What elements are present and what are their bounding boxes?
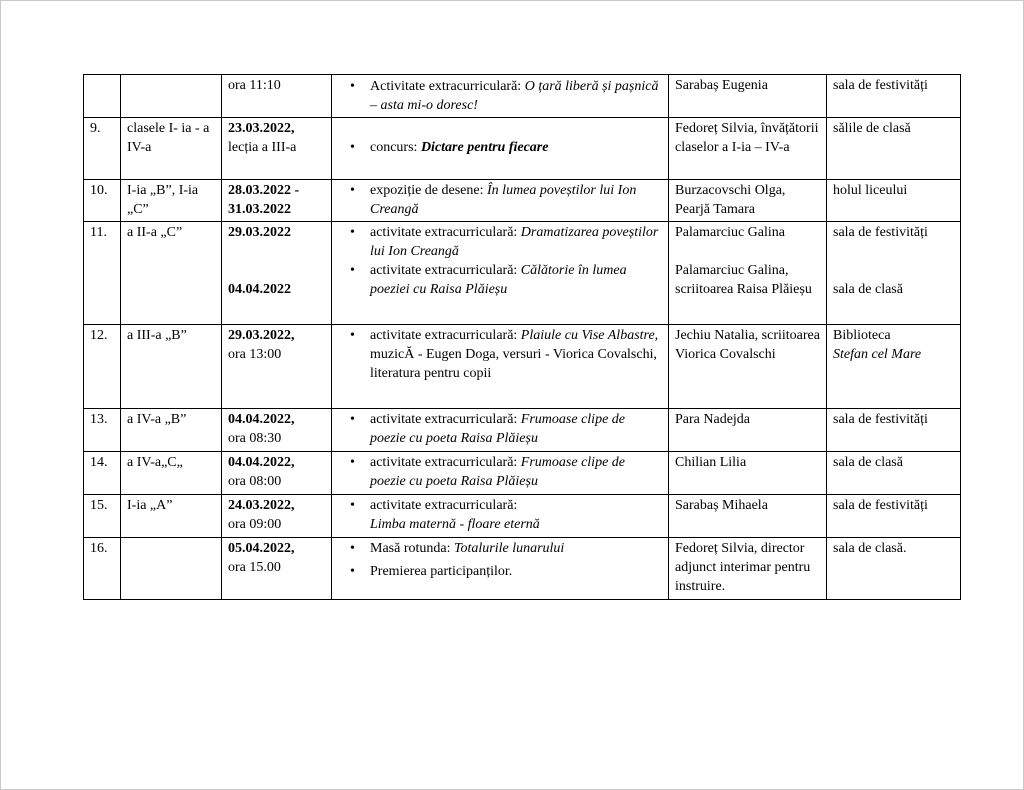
activity-item: • activitate extracurriculară: Frumoase clipe de poezie cu poeta Raisa Plăieșu [370, 453, 662, 491]
activity-cell [332, 495, 669, 538]
class-cell: a IV-a „B” [121, 409, 222, 452]
responsible-cell: Sarabaș Mihaela [669, 495, 827, 538]
activity-item: • activitate extracurriculară: Dramatizarea poveștilor lui Ion Creangă [370, 223, 662, 261]
responsible-cell: Palamarciuc Galina Palamarciuc Galina, scriitoarea Raisa Plăieșu [669, 222, 827, 325]
date-cell [222, 75, 332, 118]
responsible-cell: Sarabaș Eugenia [669, 75, 827, 118]
table-row [84, 409, 961, 452]
table-row [84, 452, 961, 495]
date-cell: 23.03.2022, lecția a III-a [222, 118, 332, 180]
date-cell: 24.03.2022, ora 09:00 [222, 495, 332, 538]
date-cell: 04.04.2022, ora 08:30 [222, 409, 332, 452]
responsible-cell: Fedoreț Silvia, director adjunct interimar pentru instruire. [669, 538, 827, 600]
activity-item: • expoziție de desene: În lumea poveștilor lui Ion Creangă [370, 181, 662, 219]
location-cell: sala de festivități [827, 495, 961, 538]
table-row [84, 75, 961, 118]
activity-item: • Premierea participanților. [370, 562, 662, 581]
row-number: 13. [84, 409, 121, 452]
location-cell: holul liceului [827, 180, 961, 222]
activity-cell [332, 325, 669, 409]
row-number: 11. [84, 222, 121, 325]
location-cell: sala de festivități [827, 75, 961, 118]
class-cell: I-ia „B”, I-ia „C” [121, 180, 222, 222]
table-row [84, 325, 961, 409]
responsible-cell: Fedoreț Silvia, învățătorii claselor a I-ia – IV-a [669, 118, 827, 180]
location-cell: Biblioteca Stefan cel Mare [827, 325, 961, 409]
activity-cell [332, 222, 669, 325]
row-number: 9. [84, 118, 121, 180]
activity-item: • activitate extracurriculară: Limba maternă - floare eternă [370, 496, 662, 534]
date-cell: 05.04.2022, ora 15.00 [222, 538, 332, 600]
date-cell: 29.03.2022 04.04.2022 [222, 222, 332, 325]
activity-item: • activitate extracurriculară: Frumoase clipe de poezie cu poeta Raisa Plăieșu [370, 410, 662, 448]
location-cell: sala de festivități sala de clasă [827, 222, 961, 325]
class-cell: a III-a „B” [121, 325, 222, 409]
date-cell: 29.03.2022, ora 13:00 [222, 325, 332, 409]
responsible-cell: Para Nadejda [669, 409, 827, 452]
table-row [84, 118, 961, 180]
activity-item: • activitate extracurriculară: Călătorie în lumea poeziei cu Raisa Plăieșu [370, 261, 662, 299]
location-cell: sălile de clasă [827, 118, 961, 180]
class-cell: a IV-a„C„ [121, 452, 222, 495]
activity-cell [332, 180, 669, 222]
responsible-cell: Burzacovschi Olga, Pearjă Tamara [669, 180, 827, 222]
location-cell: sala de clasă [827, 452, 961, 495]
activity-cell [332, 538, 669, 600]
class-cell: I-ia „A” [121, 495, 222, 538]
activity-item: • Activitate extracurriculară: O țară liberă și pașnică – asta mi-o doresc! [370, 77, 662, 115]
class-cell [121, 538, 222, 600]
activity-cell [332, 409, 669, 452]
responsible-cell: Jechiu Natalia, scriitoarea Viorica Covalschi [669, 325, 827, 409]
activity-cell [332, 452, 669, 495]
schedule-table [83, 74, 961, 600]
activity-item: • Masă rotunda: Totalurile lunarului [370, 539, 662, 558]
class-cell [121, 75, 222, 118]
date-cell: 04.04.2022, ora 08:00 [222, 452, 332, 495]
table-row [84, 180, 961, 222]
class-cell: a II-a „C” [121, 222, 222, 325]
location-cell: sala de festivități [827, 409, 961, 452]
activity-item: • concurs: Dictare pentru fiecare [370, 138, 662, 157]
row-number: 12. [84, 325, 121, 409]
table-row [84, 495, 961, 538]
row-number: 14. [84, 452, 121, 495]
activity-item: • activitate extracurriculară: Plaiule cu Vise Albastre, muzicĂ - Eugen Doga, versuri - Viorica Covalschi, literatura pentru copii [370, 326, 662, 383]
table-row [84, 222, 961, 325]
row-number: 15. [84, 495, 121, 538]
location-cell: sala de clasă. [827, 538, 961, 600]
responsible-cell: Chilian Lilia [669, 452, 827, 495]
table-row [84, 538, 961, 600]
row-number: 10. [84, 180, 121, 222]
activity-cell [332, 75, 669, 118]
date-cell: 28.03.2022 - 31.03.2022 [222, 180, 332, 222]
date-line: ora 11:10 [228, 78, 281, 93]
activity-cell [332, 118, 669, 180]
row-number [84, 75, 121, 118]
row-number: 16. [84, 538, 121, 600]
class-cell: clasele I- ia - a IV-a [121, 118, 222, 180]
